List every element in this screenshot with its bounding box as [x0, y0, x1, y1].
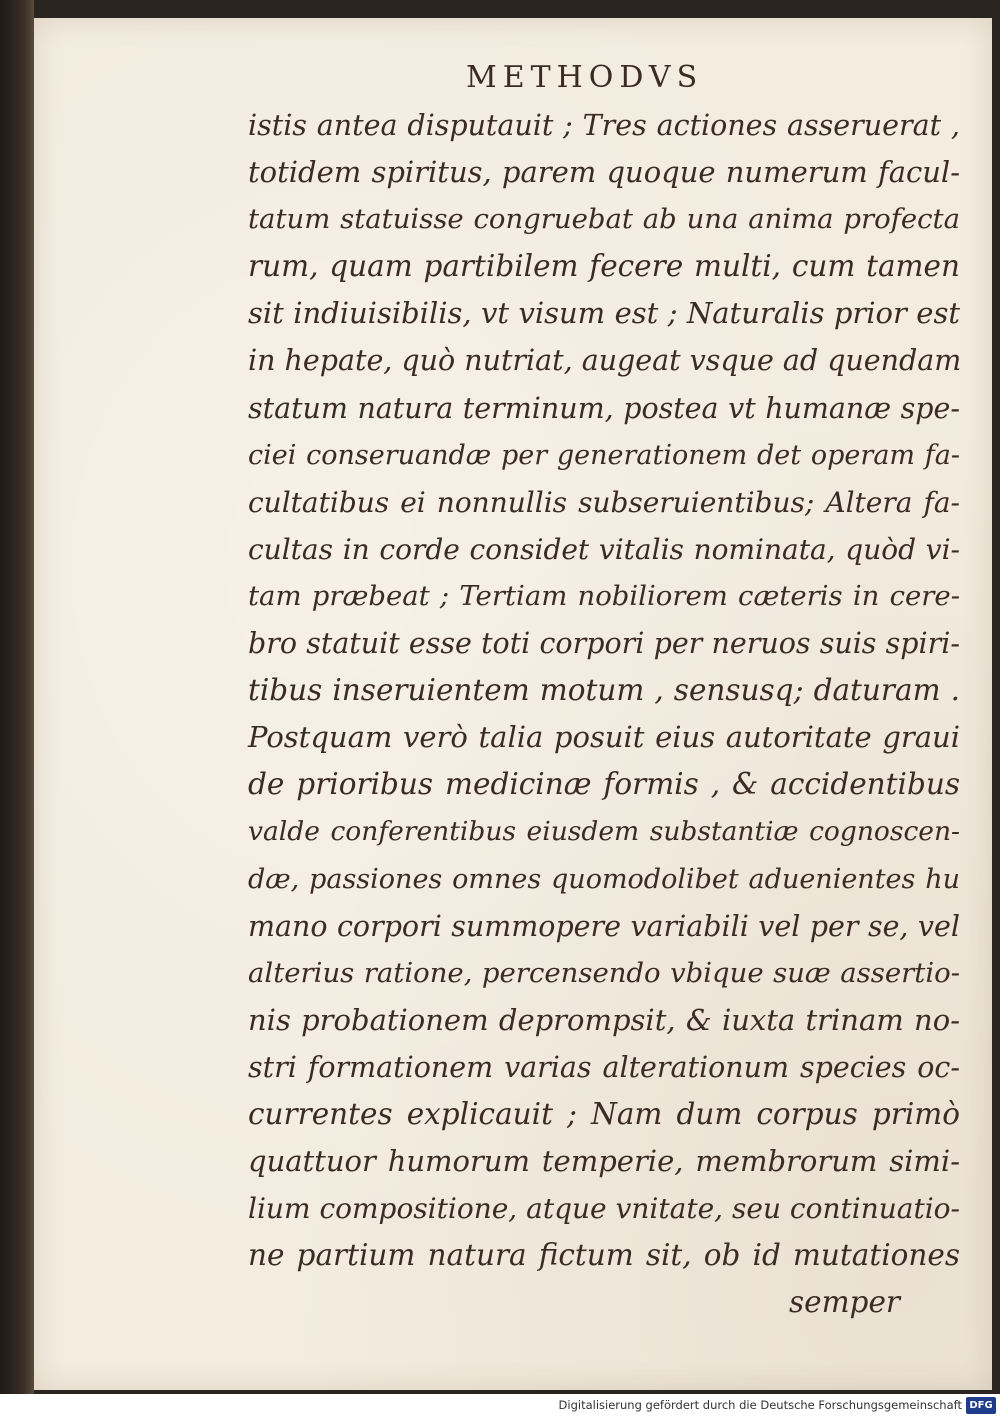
text-line: valde conferentibus eiusdem substantiæ cognoscen-: [248, 816, 960, 848]
text-line: tam præbeat ; Tertiam nobiliorem cæteris in cere-: [248, 579, 960, 612]
text-line: ciei conseruandæ per generationem det operam fa-: [248, 439, 960, 471]
dfg-logo-text: DFG: [969, 1400, 993, 1411]
text-line: de prioribus medicinæ formis , & accidentibus: [248, 767, 960, 802]
text-line: tatum statuisse congruebat ab una anima profecta: [248, 203, 960, 236]
text-line: rum, quam partibilem fecere multi, cum tamen: [248, 249, 960, 284]
funding-credit: Digitalisierung gefördert durch die Deutsche Forschungsgemeinschaft: [558, 1398, 962, 1412]
text-line: istis antea disputauit ; Tres actiones asseruerat ,: [248, 109, 960, 142]
text-line: nis probationem deprompsit, & iuxta trinam no-: [248, 1002, 960, 1037]
text-line: sit indiuisibilis, vt visum est ; Naturalis prior est: [248, 296, 960, 331]
text-line: ne partium natura fictum sit, ob id mutationes: [248, 1238, 960, 1273]
digitization-footer: [0, 1394, 1000, 1418]
text-line: alterius ratione, percensendo vbique suæ assertio-: [248, 956, 960, 989]
text-line: statum natura terminum, postea vt humanæ spe-: [248, 391, 960, 425]
text-line: stri formationem varias alterationum species oc-: [248, 1050, 960, 1084]
text-line: totidem spiritus, parem quoque numerum facul-: [248, 155, 960, 190]
text-line: bro statuit esse toti corpori per neruos suis spiri-: [248, 627, 960, 661]
text-line: currentes explicauit ; Nam dum corpus primò: [248, 1096, 960, 1131]
dfg-logo-icon: [966, 1397, 996, 1414]
book-edge: [0, 0, 34, 1394]
text-line: mano corpori summopere variabili vel per se, vel: [248, 909, 960, 943]
text-line: cultatibus ei nonnullis subseruientibus; Altera fa-: [248, 485, 960, 519]
text-line: lium compositione, atque vnitate, seu continuatio-: [248, 1192, 960, 1226]
text-line: tibus inseruientem motum , sensusq; daturam .: [248, 673, 960, 708]
text-line: quattuor humorum temperie, membrorum simi-: [248, 1144, 960, 1179]
text-line: Postquam verò talia posuit eius autoritate graui: [248, 720, 960, 755]
running-head: METHODVS: [466, 60, 704, 95]
text-line: cultas in corde considet vitalis nominata, quòd vi-: [248, 532, 960, 566]
text-line: dæ, passiones omnes quomodolibet aduenientes hu: [248, 863, 960, 895]
catchword: semper: [788, 1285, 900, 1320]
body-text: [248, 102, 960, 1326]
text-line: in hepate, quò nutriat, augeat vsque ad quendam: [248, 344, 962, 378]
